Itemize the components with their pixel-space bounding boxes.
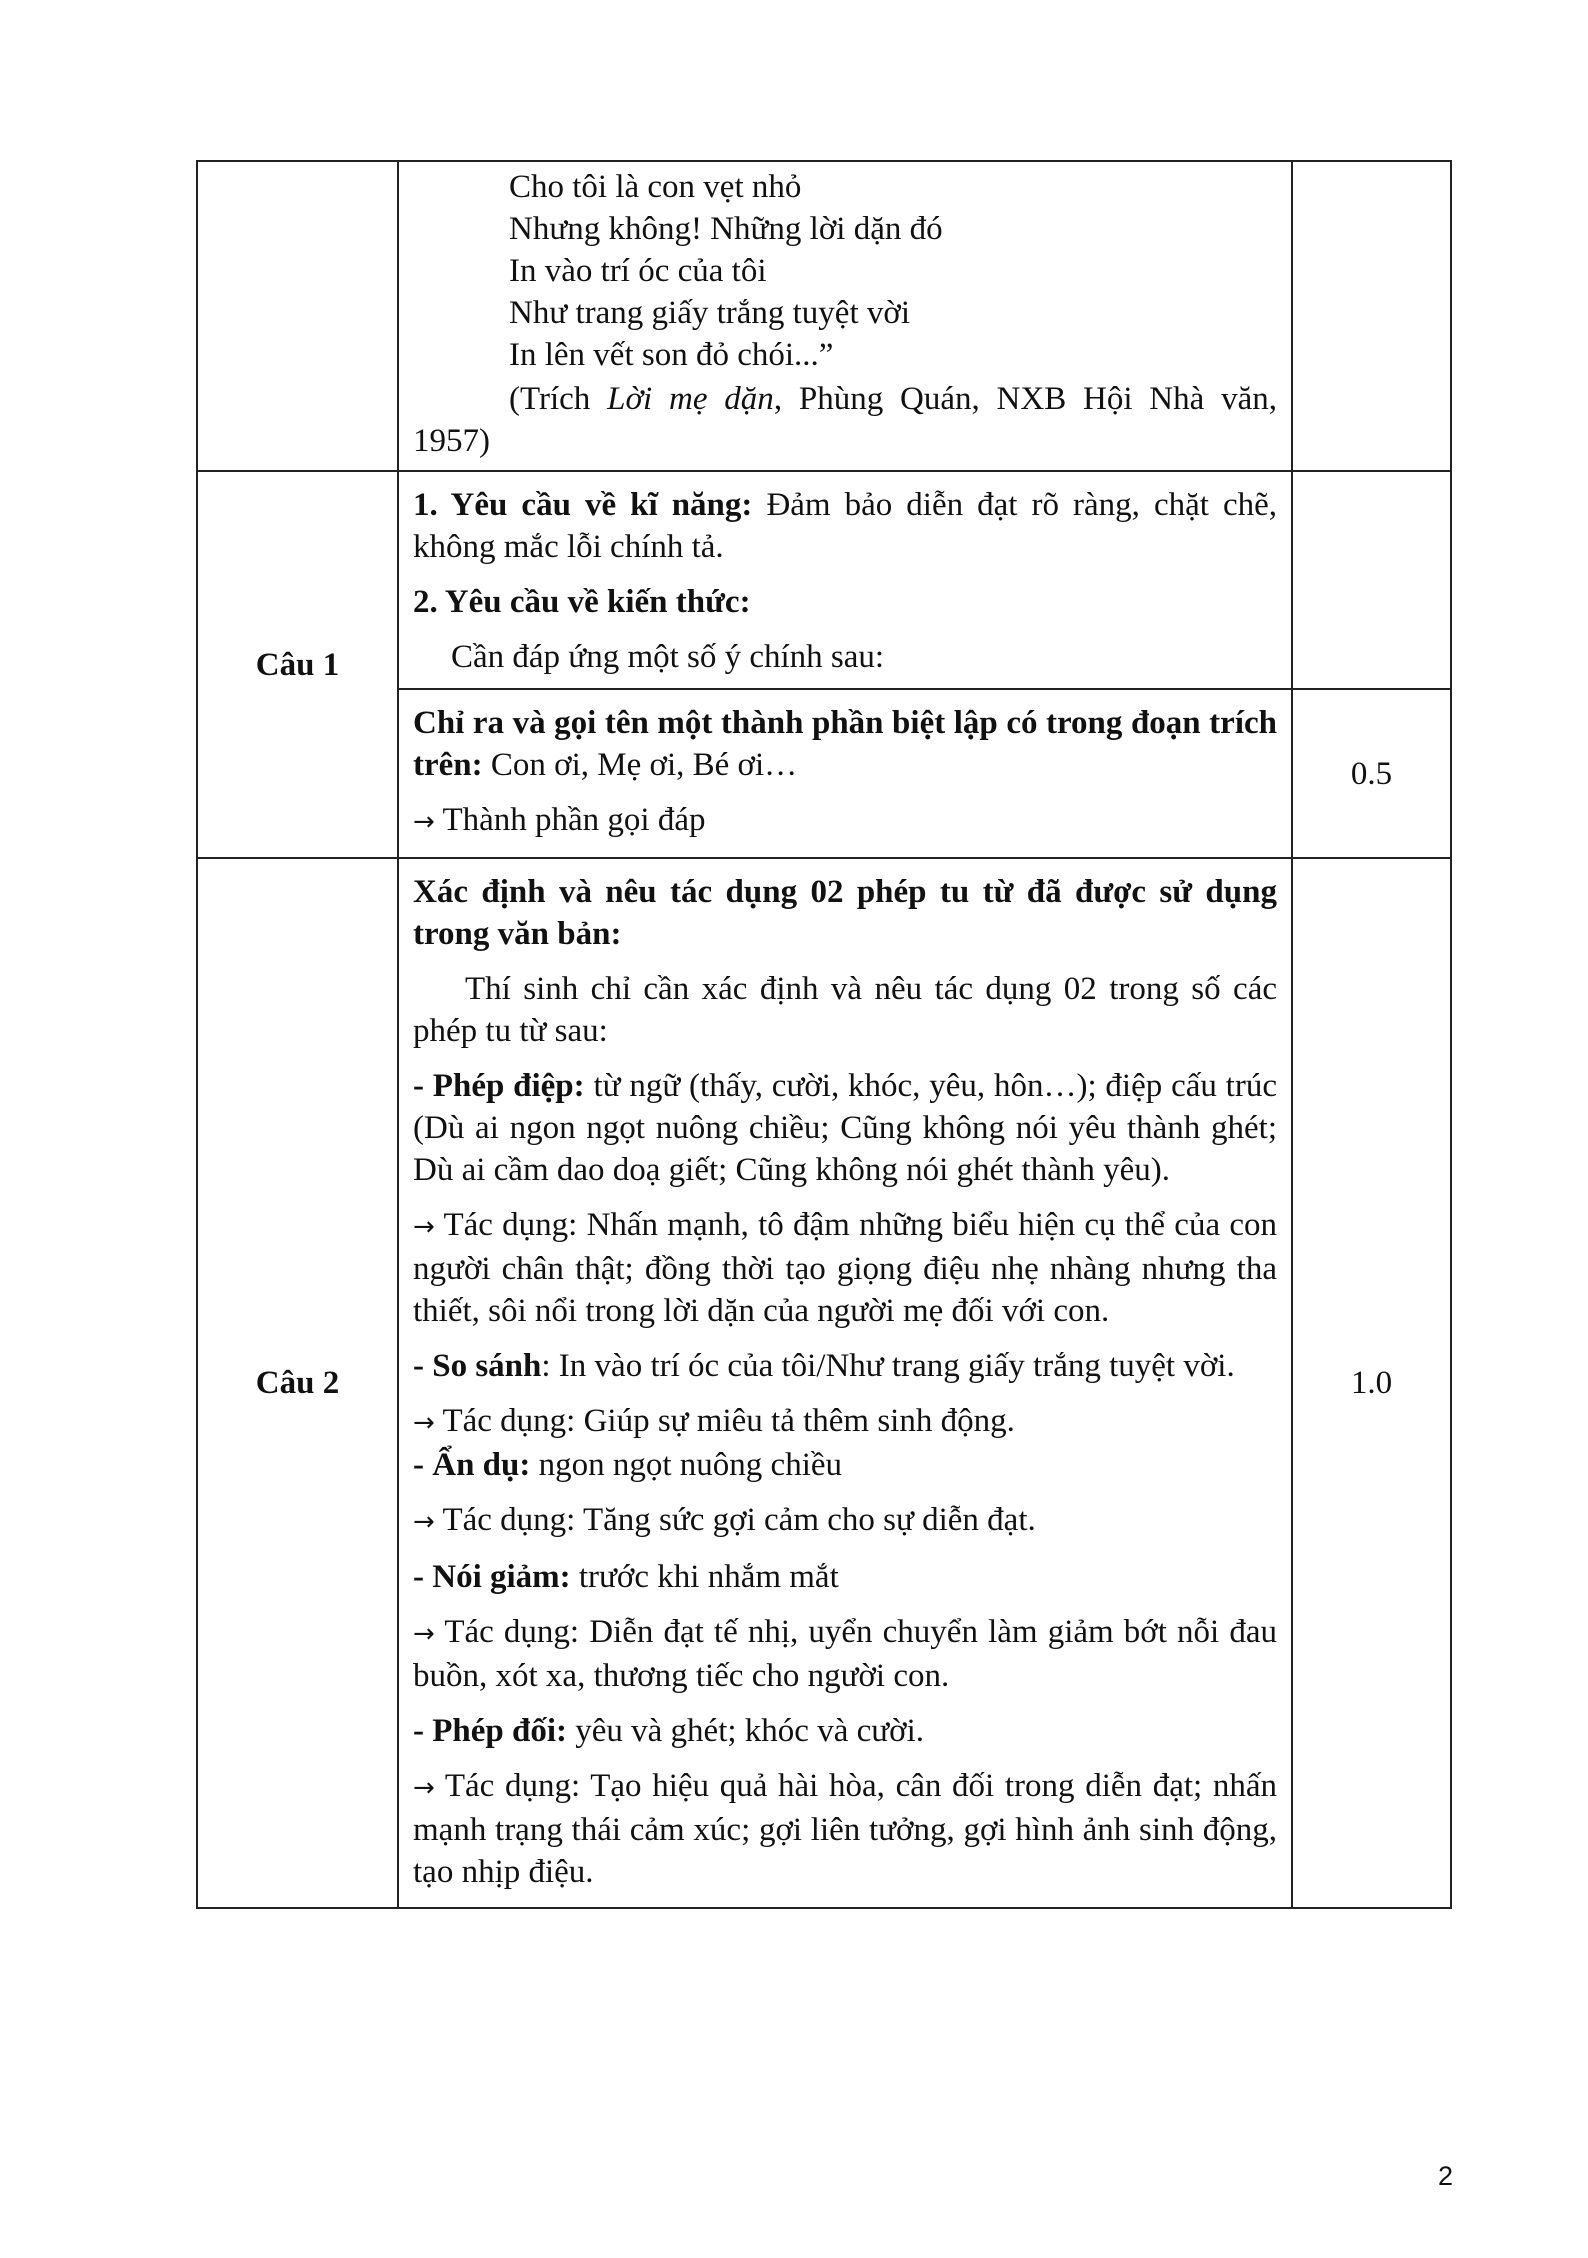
arrow-icon: → (413, 1507, 435, 1537)
score-cau2: 1.0 (1292, 858, 1451, 1908)
question-label-cau2: Câu 2 (197, 858, 398, 1908)
empty-label-cell (197, 161, 398, 471)
score-cau1: 0.5 (1292, 689, 1451, 858)
requirements-cell (398, 471, 1292, 689)
cau2-task: Xác định và nêu tác dụng 02 phép tu từ đã được sử dụng trong văn bản: (413, 874, 1277, 952)
empty-score-cell (1292, 471, 1451, 689)
device-item: - Phép đối: yêu và ghét; khóc và cười. (413, 1713, 924, 1749)
poem-line: Nhưng không! Những lời dặn đó (509, 211, 943, 247)
question-label-cau1: Câu 1 (197, 471, 398, 858)
poem-source: (Trích Lời mẹ dặn, Phùng Quán, NXB Hội Nhà văn, 1957) (413, 381, 1277, 459)
cau2-intro: Thí sinh chỉ cần xác định và nêu tác dụng 02 trong số các phép tu từ sau: (413, 971, 1277, 1049)
poem-line: Cho tôi là con vẹt nhỏ (509, 169, 802, 205)
poem-line: Như trang giấy trắng tuyệt vời (509, 295, 910, 331)
arrow-icon: → (413, 1212, 435, 1242)
answer-key-table (196, 160, 1452, 1909)
device-effect: → Tác dụng: Nhấn mạnh, tô đậm những biểu hiện cụ thể của con người chân thật; đồng thời tạo giọng điệu nhẹ nhàng nhưng tha thiết, sôi nổi trong lời dặn của người mẹ đối với con. (413, 1207, 1277, 1329)
poem-cell (398, 161, 1292, 471)
arrow-icon: → (413, 807, 435, 837)
arrow-icon: → (413, 1408, 435, 1438)
device-effect: → Tác dụng: Tăng sức gợi cảm cho sự diễn đạt. (413, 1502, 1036, 1538)
poem-line: In vào trí óc của tôi (509, 253, 767, 289)
cau1-result: → Thành phần gọi đáp (413, 802, 706, 838)
page-number: 2 (1437, 2161, 1453, 2191)
table-row-cau2 (197, 858, 1451, 1908)
device-item: - Phép điệp: từ ngữ (thấy, cười, khóc, yêu, hôn…); điệp cấu trúc (Dù ai ngon ngọt nuông chiều; Cũng không nói yêu thành ghét; Dù ai cầm dao doạ giết; Cũng không nói ghét thành yêu). (413, 1068, 1277, 1188)
device-effect: → Tác dụng: Diễn đạt tế nhị, uyển chuyển làm giảm bớt nỗi đau buồn, xót xa, thương tiếc cho người con. (413, 1614, 1277, 1694)
poem-line: In lên vết son đỏ chói...” (509, 337, 834, 373)
empty-score-cell (1292, 161, 1451, 471)
arrow-icon: → (413, 1619, 435, 1649)
device-item: - Ẩn dụ: ngon ngọt nuông chiều (413, 1447, 843, 1483)
device-effect: → Tác dụng: Tạo hiệu quả hài hòa, cân đối trong diễn đạt; nhấn mạnh trạng thái cảm xúc; gợi liên tưởng, gợi hình ảnh sinh động, tạo nhịp điệu. (413, 1768, 1277, 1890)
skill-requirement: 1. Yêu cầu về kĩ năng: Đảm bảo diễn đạt rõ ràng, chặt chẽ, không mắc lỗi chính tả. (413, 487, 1277, 565)
poem-source-title: Lời mẹ dặn (607, 381, 774, 417)
arrow-icon: → (413, 1773, 435, 1803)
device-effect: → Tác dụng: Giúp sự miêu tả thêm sinh động. (413, 1403, 1015, 1439)
answer-cell-cau2 (398, 858, 1292, 1908)
device-item: - Nói giảm: trước khi nhắm mắt (413, 1559, 839, 1595)
cau1-task: Chỉ ra và gọi tên một thành phần biệt lập có trong đoạn trích trên: Con ơi, Mẹ ơi, Bé ơi… (413, 705, 1277, 783)
table-row-poem (197, 161, 1451, 471)
knowledge-requirement: 2. Yêu cầu về kiến thức: (413, 584, 751, 620)
knowledge-intro: Cần đáp ứng một số ý chính sau: (451, 639, 885, 675)
answer-cell-cau1 (398, 689, 1292, 858)
device-item: - So sánh: In vào trí óc của tôi/Như trang giấy trắng tuyệt vời. (413, 1348, 1235, 1384)
table-row-cau1-requirements (197, 471, 1451, 689)
